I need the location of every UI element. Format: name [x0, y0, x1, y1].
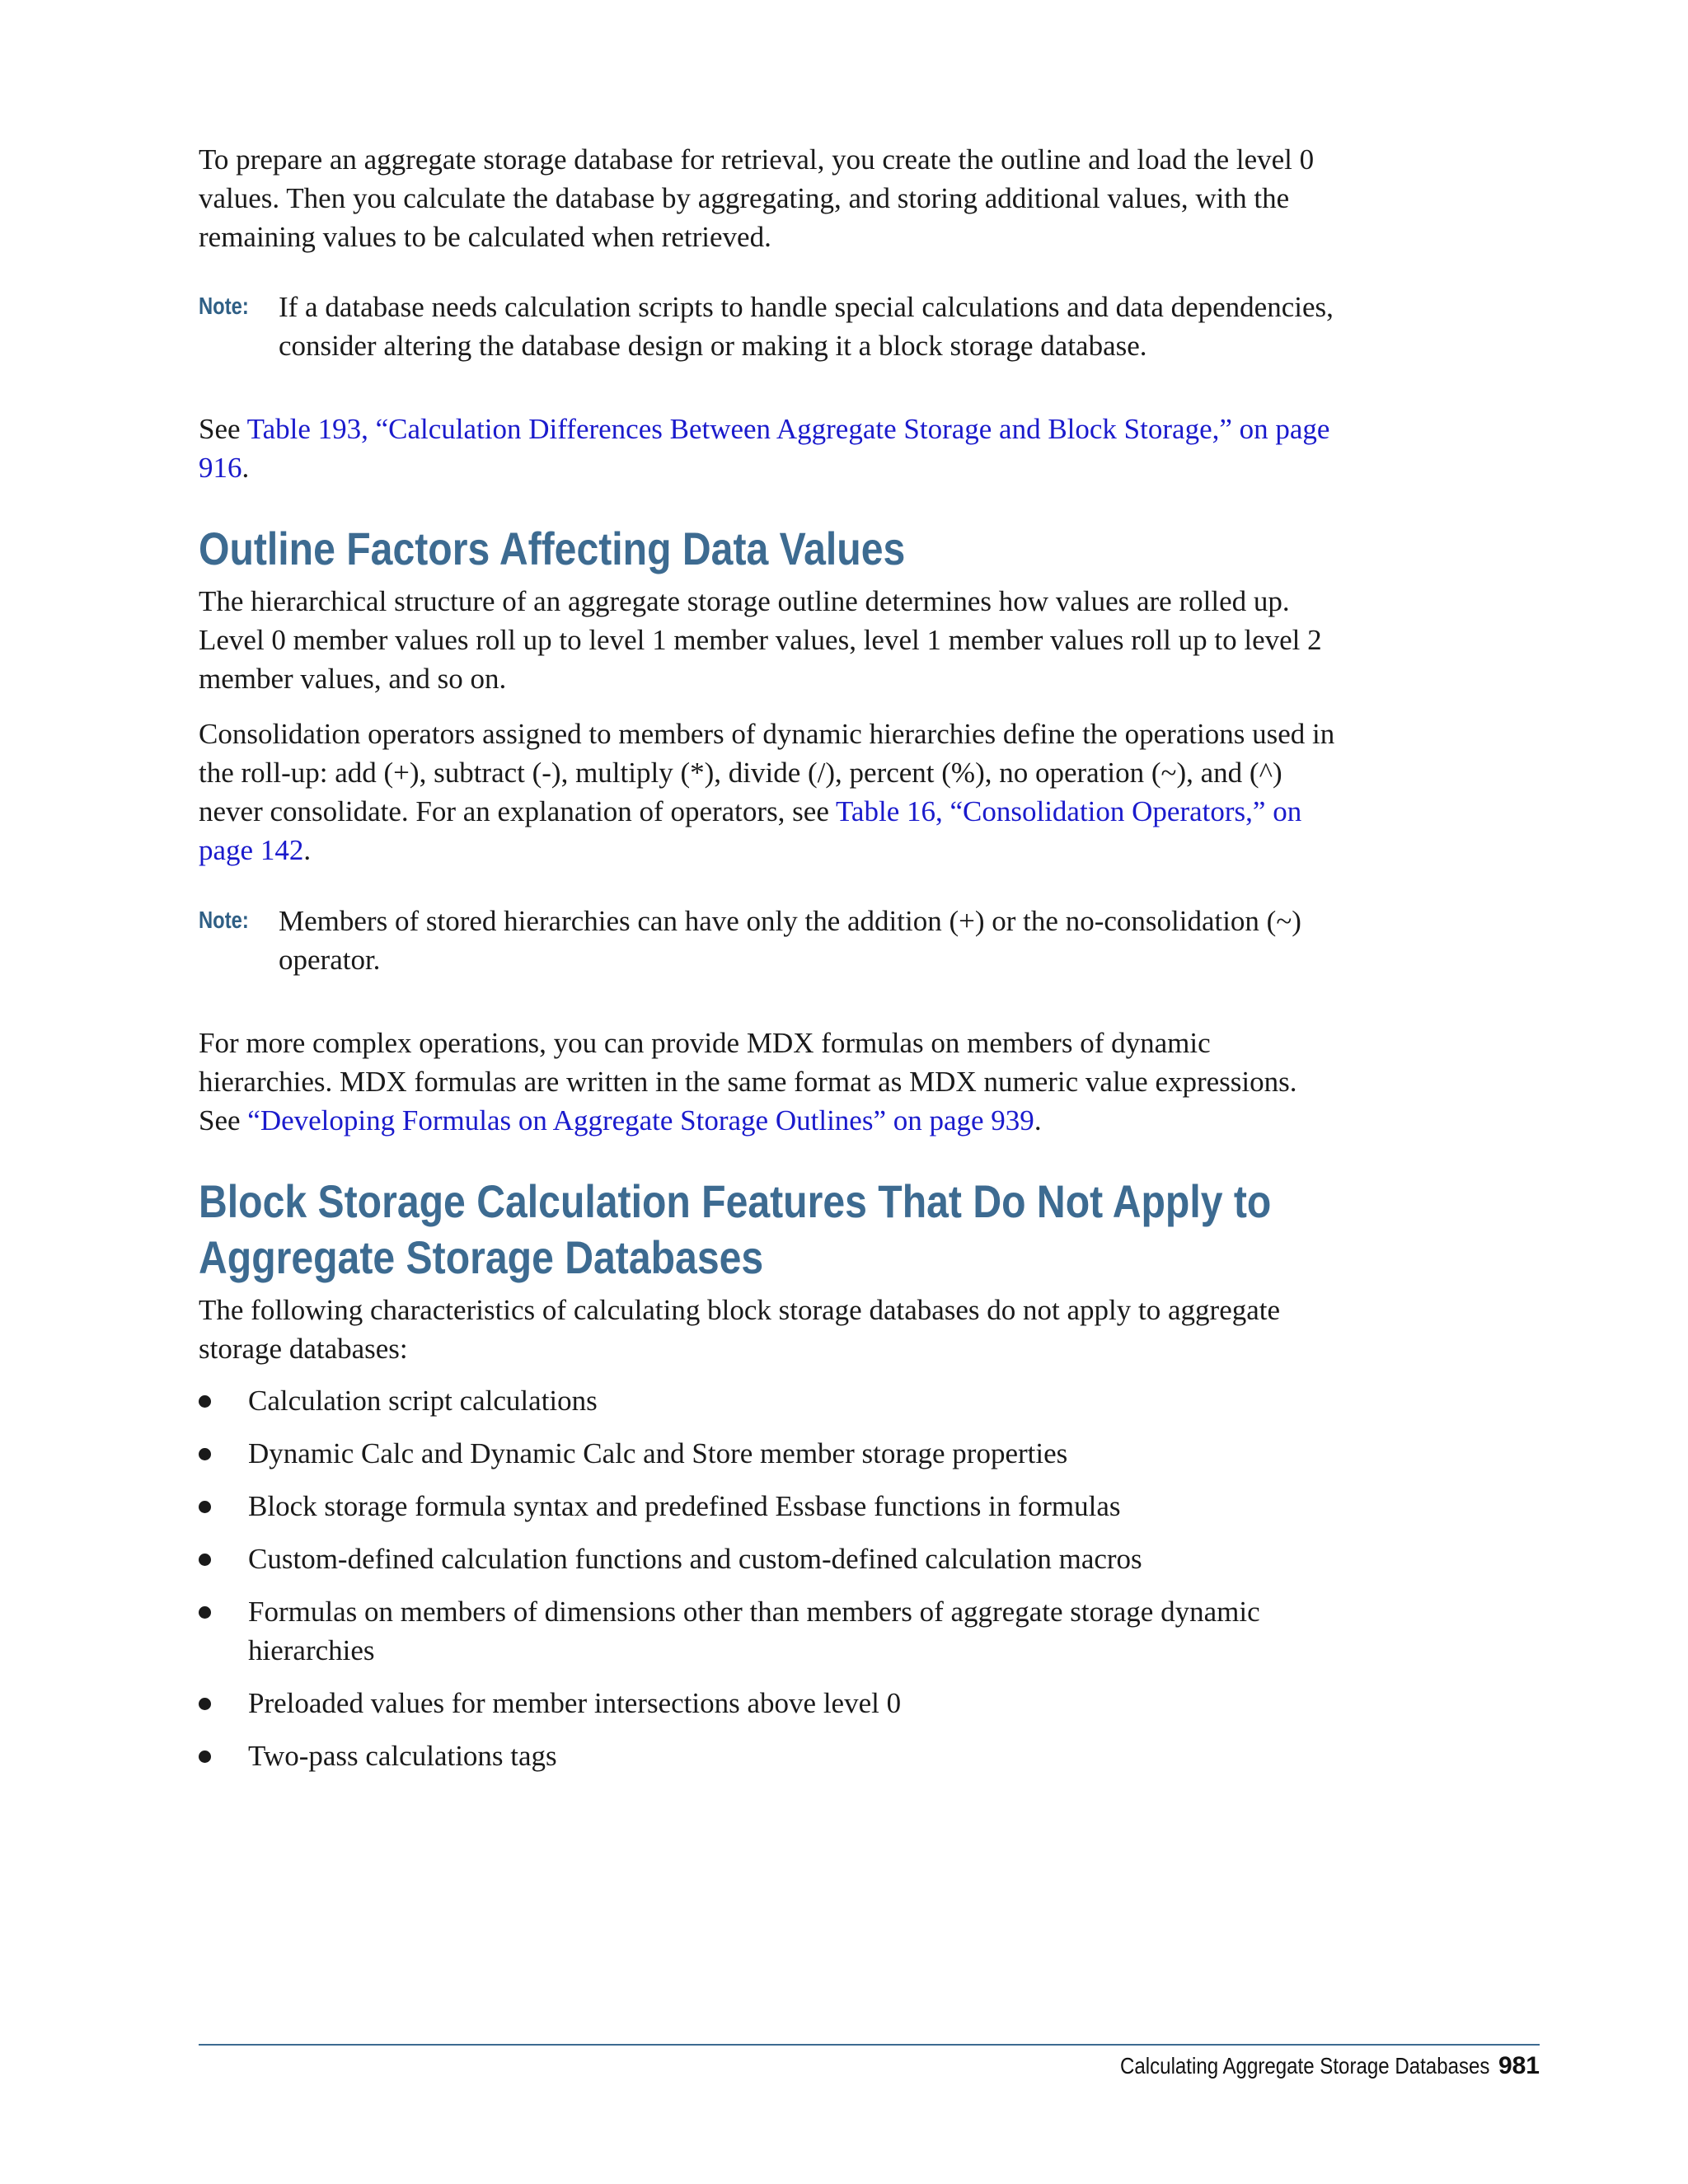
para3-text: For more complex operations, you can provide MDX formulas on members of dynamic hierarchies. MDX formulas are written in the same format as MDX numeric value expressions. See [199, 1027, 1297, 1137]
section1-paragraph-1: The hierarchical structure of an aggregate storage outline determines how values are rolled up. Level 0 member values roll up to level 1 member values, level 1 member values roll up to level 2 member values, and so on. [199, 585, 1322, 695]
section1-paragraph-3 [199, 1024, 1344, 1140]
note-text: If a database needs calculation scripts to handle special calculations and data dependencies, consider altering the database design or making it a block storage database. [279, 291, 1334, 362]
bullet-icon [199, 1554, 211, 1566]
see-suffix: . [241, 452, 250, 484]
see-reference [199, 410, 1344, 487]
para2-suffix: . [303, 834, 312, 866]
developing-formulas-link[interactable]: “Developing Formulas on Aggregate Storage Outlines” on page 939 [247, 1104, 1034, 1137]
para3-suffix: . [1034, 1104, 1042, 1137]
page-number: 981 [1498, 2052, 1540, 2079]
see-prefix: See [199, 413, 247, 445]
heading-line-1: Block Storage Calculation Features That Do Not Apply to [199, 1175, 1272, 1227]
note-block [199, 288, 1344, 365]
page-footer [1060, 2050, 1540, 2083]
bullet-icon [199, 1501, 211, 1513]
heading-line-2: Aggregate Storage Databases [199, 1231, 764, 1283]
footer-divider [199, 2044, 1540, 2046]
table-16-link[interactable]: Table 16, “Consolidation Operators,” on page 142 [199, 795, 1302, 866]
bullet-icon [199, 1750, 211, 1763]
list-item: Preloaded values for member intersections above level 0 [199, 1684, 1344, 1722]
section2-intro: The following characteristics of calculating block storage databases do not apply to aggregate storage databases: [199, 1294, 1281, 1365]
section1-paragraph-2 [199, 715, 1344, 869]
list-item: Dynamic Calc and Dynamic Calc and Store member storage properties [199, 1434, 1344, 1473]
intro-paragraph: To prepare an aggregate storage database for retrieval, you create the outline and load the level 0 values. Then you calculate the database by aggregating, and storing additional values, with the remaining values to be calculated when retrieved. [199, 143, 1315, 253]
table-193-link[interactable]: Table 193, “Calculation Differences Between Aggregate Storage and Block Storage,” on page 916 [199, 413, 1330, 484]
note-block-2 [199, 902, 1344, 979]
footer-title: Calculating Aggregate Storage Databases [1120, 2053, 1490, 2079]
list-item: Calculation script calculations [199, 1381, 1344, 1420]
list-item: Block storage formula syntax and predefined Essbase functions in formulas [199, 1487, 1344, 1526]
bullet-icon [199, 1448, 211, 1460]
unsupported-features-list [199, 1381, 1344, 1775]
section-heading-outline-factors: Outline Factors Affecting Data Values [199, 523, 906, 574]
para2-text: Consolidation operators assigned to members of dynamic hierarchies define the operations used in the roll-up: add (+), subtract (-), multiply (*), divide (/), percent (%), no operation (~), and (^) never consolidate. For an explanation of operators, see [199, 718, 1335, 827]
page-body [199, 140, 1344, 1775]
note-text: Members of stored hierarchies can have only the addition (+) or the no-consolidation (~) operator. [279, 905, 1301, 976]
note-label: Note: [199, 293, 249, 320]
list-item: Custom-defined calculation functions and custom-defined calculation macros [199, 1540, 1344, 1578]
bullet-icon [199, 1698, 211, 1710]
list-item: Two-pass calculations tags [199, 1736, 1344, 1775]
section-heading-block-storage-features [199, 1174, 1272, 1286]
list-item: Formulas on members of dimensions other than members of aggregate storage dynamic hierarchies [199, 1592, 1344, 1670]
bullet-icon [199, 1606, 211, 1619]
bullet-icon [199, 1395, 211, 1408]
note-label: Note: [199, 907, 249, 934]
